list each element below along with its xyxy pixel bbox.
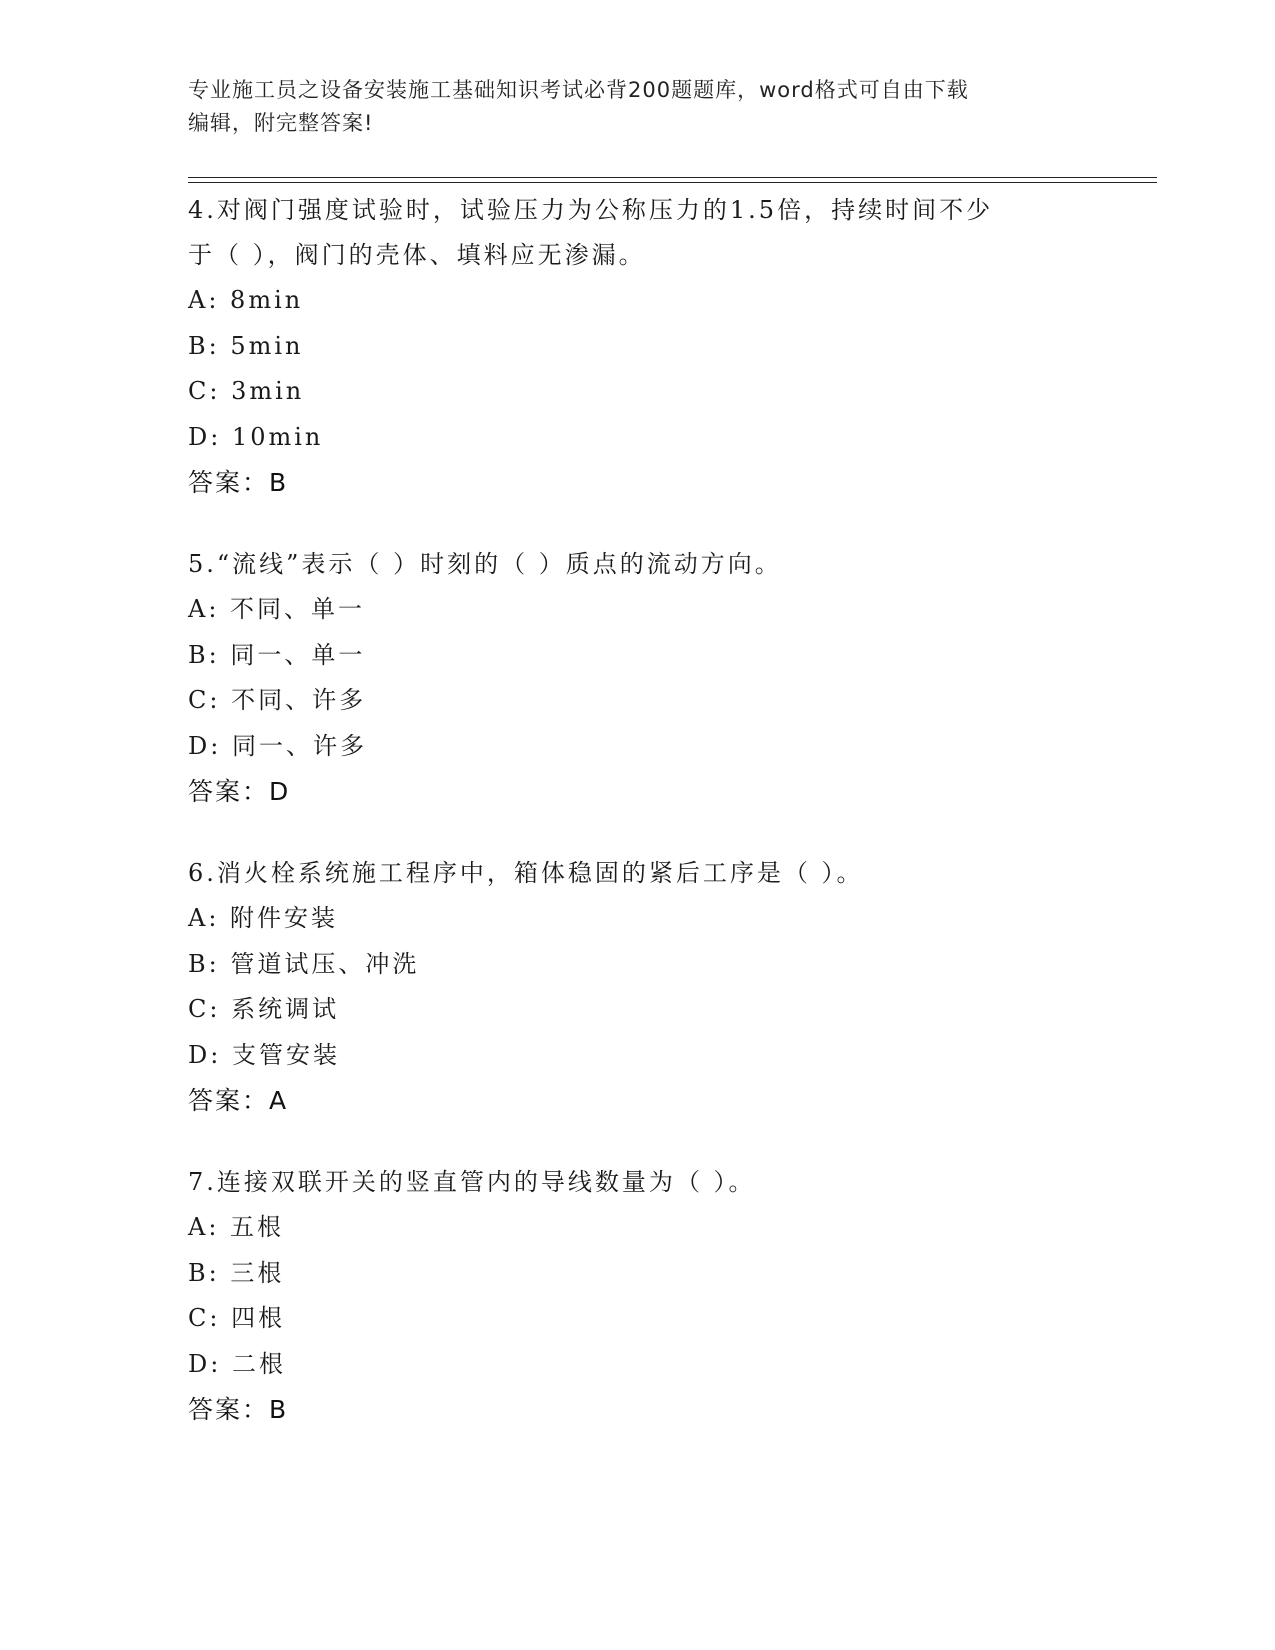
option-b: B: 5min [188, 331, 304, 360]
answer-label: 答案：B [188, 1395, 289, 1424]
option-list [188, 278, 1088, 460]
question-text: 7.连接双联开关的竖直管内的导线数量为（ ）。 [188, 1168, 756, 1196]
option-list [188, 896, 1088, 1078]
option-list [188, 1205, 1088, 1387]
option-list [188, 587, 1088, 769]
question-text: 6.消火栓系统施工程序中，箱体稳固的紧后工序是（ ）。 [188, 859, 864, 887]
option-d: D: 10min [188, 422, 324, 451]
question-list [188, 188, 1088, 1469]
option-b: B: 三根 [188, 1258, 285, 1287]
answer-label: 答案：B [188, 468, 289, 497]
option-d: D: 二根 [188, 1349, 286, 1378]
header-title-line-2: 编辑，附完整答案! [188, 111, 374, 135]
question-text [188, 188, 1068, 278]
option-a: A: 五根 [188, 1213, 285, 1241]
question-text-line-1: 4.对阀门强度试验时，试验压力为公称压力的1.5倍，持续时间不少 [188, 196, 994, 224]
question-6 [188, 851, 1088, 1124]
option-a: A: 附件安装 [188, 904, 339, 932]
option-c: C: 四根 [188, 1304, 286, 1332]
question-4 [188, 188, 1088, 506]
option-b: B: 管道试压、冲洗 [188, 949, 420, 978]
document-header [188, 74, 1068, 140]
header-divider-top [188, 177, 1157, 178]
question-5 [188, 542, 1088, 815]
option-c: C: 不同、许多 [188, 686, 367, 714]
question-text: 5.“流线”表示（ ）时刻的（ ）质点的流动方向。 [188, 550, 782, 578]
option-d: D: 支管安装 [188, 1040, 340, 1069]
question-text-line-2: 于（ ），阀门的壳体、填料应无渗漏。 [188, 241, 646, 269]
answer-label: 答案：A [188, 1086, 289, 1115]
question-7 [188, 1160, 1088, 1433]
header-title-line-1: 专业施工员之设备安装施工基础知识考试必背200题题库，word格式可自由下载 [188, 78, 969, 102]
option-c: C: 3min [188, 377, 305, 405]
option-a: A: 8min [188, 286, 304, 314]
answer-label: 答案：D [188, 777, 291, 806]
option-b: B: 同一、单一 [188, 640, 366, 669]
header-divider-bottom [188, 182, 1157, 183]
option-a: A: 不同、单一 [188, 595, 366, 623]
option-c: C: 系统调试 [188, 995, 340, 1023]
option-d: D: 同一、许多 [188, 731, 367, 760]
